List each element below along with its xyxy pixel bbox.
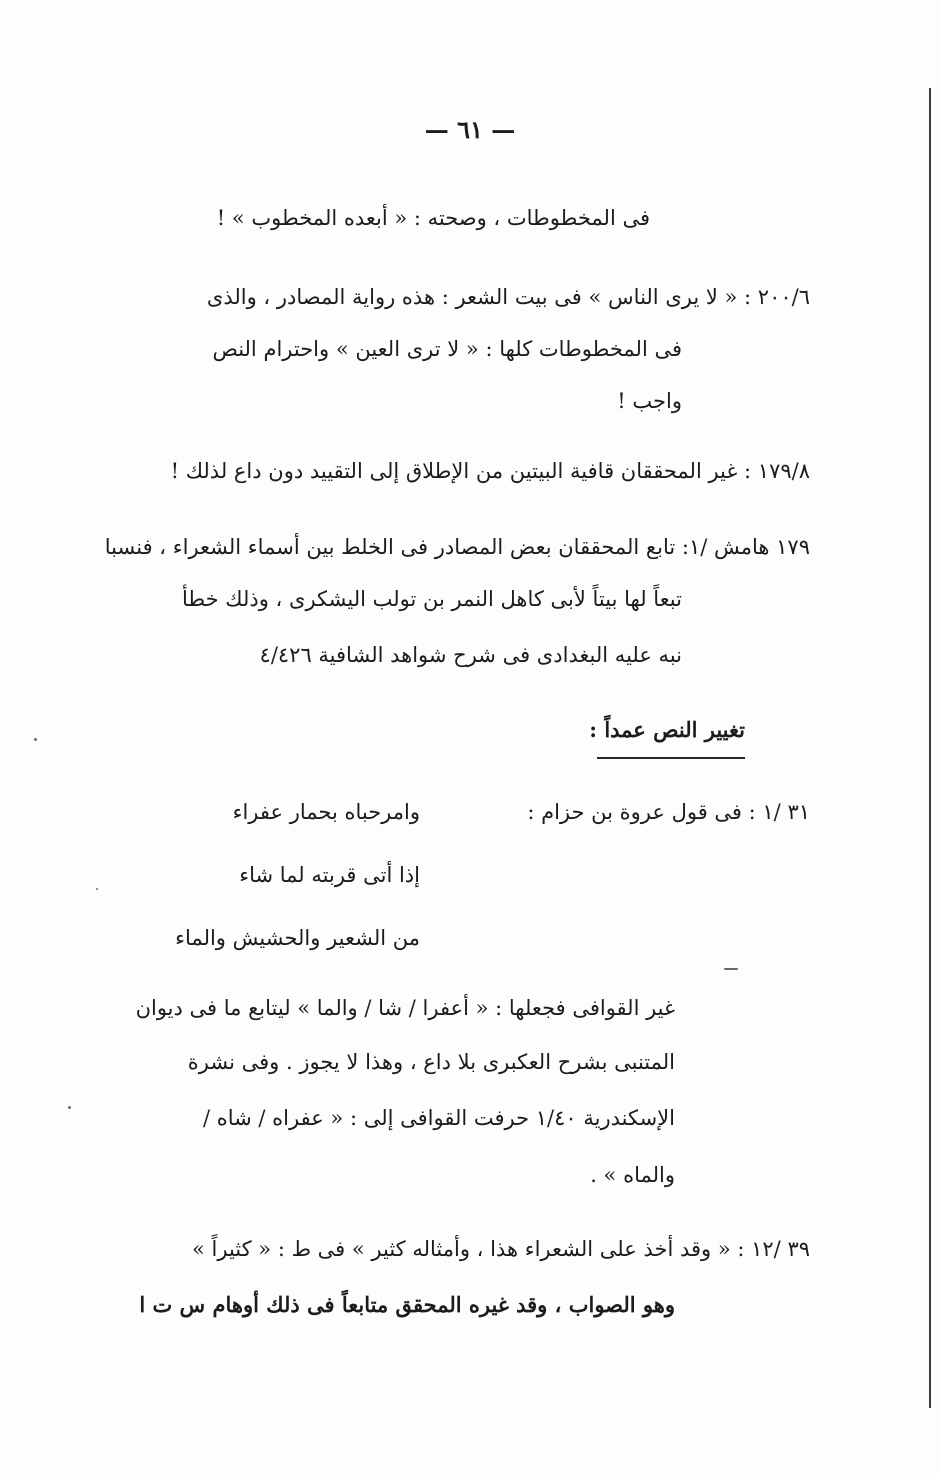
entry-31-reference: ٣١ /١ : فى قول عروة بن حزام : [527, 800, 810, 824]
entry-179-margin-line1: ١٧٩ هامش /١: تابع المحققان بعض المصادر فى الخلط بين أسماء الشعراء ، فنسبا [104, 535, 810, 559]
paragraph-line4: والماه » . [590, 1163, 675, 1187]
entry-179-margin-line3: نبه عليه البغدادى فى شرح شواهد الشافية ٤/٤٢٦ [259, 643, 682, 667]
entry-200-line1: ٢٠٠/٦ : « لا يرى الناس » فى بيت الشعر : هذه رواية المصادر ، والذى [206, 285, 810, 309]
verse-line-1: وامرحباه بحمار عفراء [232, 800, 420, 824]
scan-speck [34, 738, 37, 741]
entry-39-line2: وهو الصواب ، وقد غيره المحقق متابعاً فى ذلك أوهام س ت ا [139, 1292, 675, 1317]
entry-39-line1: ٣٩ /١٢ : « وقد أخذ على الشعراء هذا ، وأمثاله كثير » فى ط : « كثيراً » [192, 1237, 810, 1261]
entry-200-line2: فى المخطوطات كلها : « لا ترى العين » واحترام النص [212, 337, 682, 361]
page-number: — ٦١ — [424, 115, 516, 144]
scan-speck [724, 968, 738, 970]
entry-179-line: ١٧٩/٨ : غير المحققان قافية البيتين من الإطلاق إلى التقييد دون داع لذلك ! [170, 459, 810, 483]
scan-speck [68, 1106, 71, 1109]
paragraph-line1: غير القوافى فجعلها : « أعفرا / شا / والما » ليتابع ما فى ديوان [135, 996, 675, 1020]
heading-underline [597, 757, 745, 759]
section-heading: تغيير النص عمداً : [589, 717, 745, 742]
paragraph-line2: المتنبى بشرح العكبرى بلا داع ، وهذا لا يجوز . وفى نشرة [187, 1050, 675, 1074]
page-edge-line [929, 88, 931, 1408]
verse-line-3: من الشعير والحشيش والماء [175, 926, 420, 950]
entry-179-margin-line2: تبعاً لها بيتاً لأبى كاهل النمر بن تولب اليشكرى ، وذلك خطأ [182, 587, 682, 611]
entry-200-line3: واجب ! [617, 389, 682, 413]
verse-line-2: إذا أتى قربته لما شاء [239, 863, 420, 887]
paragraph-line3: الإسكندرية ١/٤٠ حرفت القوافى إلى : « عفراه / شاه / [203, 1106, 675, 1130]
line-manuscript-note: فى المخطوطات ، وصحته : « أبعده المخطوب » ! [216, 206, 650, 230]
scan-speck [96, 888, 98, 890]
